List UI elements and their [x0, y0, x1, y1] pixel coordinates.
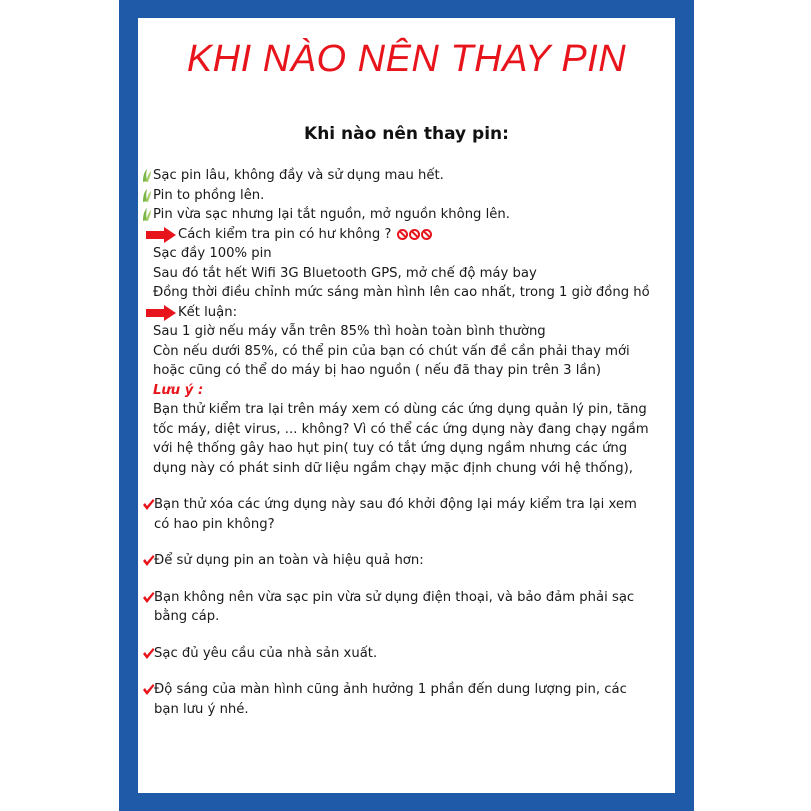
check-icon: [142, 554, 155, 567]
prohibited-icon: [397, 229, 408, 240]
tip-line: có hao pin không?: [154, 516, 275, 532]
content: [142, 166, 670, 719]
subtitle: Khi nào nên thay pin:: [304, 124, 509, 144]
note-line: tốc máy, diệt virus, ... không? Vì có thể các ứng dụng này đang chạy ngầm: [153, 421, 649, 437]
leaf-bullet-icon: [142, 188, 152, 202]
note-line: với hệ thống gây hao hụt pin( tuy có tắt ứng dụng ngầm nhưng các ứng: [153, 441, 628, 456]
conclusion-lines: [142, 322, 670, 381]
tip-item: [142, 588, 670, 627]
check-icon: [142, 647, 155, 660]
tip-line: Để sử dụng pin an toàn và hiệu quả hơn:: [154, 553, 424, 568]
check-icon: [142, 683, 155, 696]
note-label-line: [142, 381, 670, 401]
tips-list: [142, 478, 670, 719]
conclusion-line: hoặc cũng có thể do máy bị hao nguồn ( nếu đã thay pin trên 3 lần): [153, 363, 602, 378]
right-arrow-icon: [146, 227, 176, 243]
signs-list: [142, 166, 670, 225]
conclusion-heading-line: [142, 303, 670, 323]
check-step: Đồng thời điều chỉnh mức sáng màn hình lên cao nhất, trong 1 giờ đồng hồ: [153, 285, 650, 300]
note-line: dụng này có phát sinh dữ liệu ngầm chạy mặc định chung với hệ thống),: [153, 460, 633, 476]
right-arrow-icon: [146, 305, 176, 321]
check-step: Sạc đầy 100% pin: [153, 246, 272, 261]
tip-item: [142, 680, 670, 719]
page-title: KHI NÀO NÊN THAY PIN: [186, 38, 627, 80]
check-icon: [142, 591, 155, 604]
tip-line: bằng cáp.: [154, 609, 220, 624]
note-lines: [142, 400, 670, 478]
prohibited-icon: [409, 229, 420, 240]
list-item-text: Pin vừa sạc nhưng lại tắt nguồn, mở nguồn không lên.: [153, 207, 510, 222]
check-icon: [142, 498, 155, 511]
check-heading: Cách kiểm tra pin có hư không ?: [178, 226, 392, 242]
tip-item: [142, 551, 670, 571]
conclusion-line: Sau 1 giờ nếu máy vẫn trên 85% thì hoàn toàn bình thường: [153, 324, 546, 339]
spacer: [142, 627, 670, 644]
list-item-text: Pin to phồng lên.: [153, 187, 265, 203]
check-heading-line: [142, 225, 670, 245]
tip-line: Độ sáng của màn hình cũng ảnh hưởng 1 phần đến dung lượng pin, các: [154, 682, 627, 697]
spacer: [142, 571, 670, 588]
check-step: Sau đó tắt hết Wifi 3G Bluetooth GPS, mở chế độ máy bay: [153, 265, 537, 281]
note-label: Lưu ý :: [153, 382, 204, 398]
tip-item: [142, 644, 670, 664]
note-line: Bạn thử kiểm tra lại trên máy xem có dùng các ứng dụng quản lý pin, tăng: [153, 402, 647, 417]
prohibited-icon: [421, 229, 432, 240]
document-sheet: [138, 18, 675, 793]
check-steps: [142, 244, 670, 303]
list-item: [142, 186, 670, 206]
tip-line: Bạn thử xóa các ứng dụng này sau đó khởi động lại máy kiểm tra lại xem: [154, 497, 637, 512]
conclusion-heading: Kết luận:: [178, 304, 238, 320]
conclusion-line: Còn nếu dưới 85%, có thể pin của bạn có chút vấn đề cần phải thay mới: [153, 343, 630, 359]
list-item: [142, 166, 670, 186]
spacer: [142, 663, 670, 680]
tip-item: [142, 495, 670, 534]
spacer: [142, 478, 670, 495]
leaf-bullet-icon: [142, 168, 152, 182]
tip-line: bạn lưu ý nhé.: [154, 701, 249, 717]
tip-line: Bạn không nên vừa sạc pin vừa sử dụng điện thoại, và bảo đảm phải sạc: [154, 589, 635, 605]
list-item: [142, 205, 670, 225]
spacer: [142, 534, 670, 551]
list-item-text: Sạc pin lâu, không đầy và sử dụng mau hết.: [153, 168, 444, 183]
leaf-bullet-icon: [142, 207, 152, 221]
tip-line: Sạc đủ yêu cầu của nhà sản xuất.: [154, 645, 378, 661]
